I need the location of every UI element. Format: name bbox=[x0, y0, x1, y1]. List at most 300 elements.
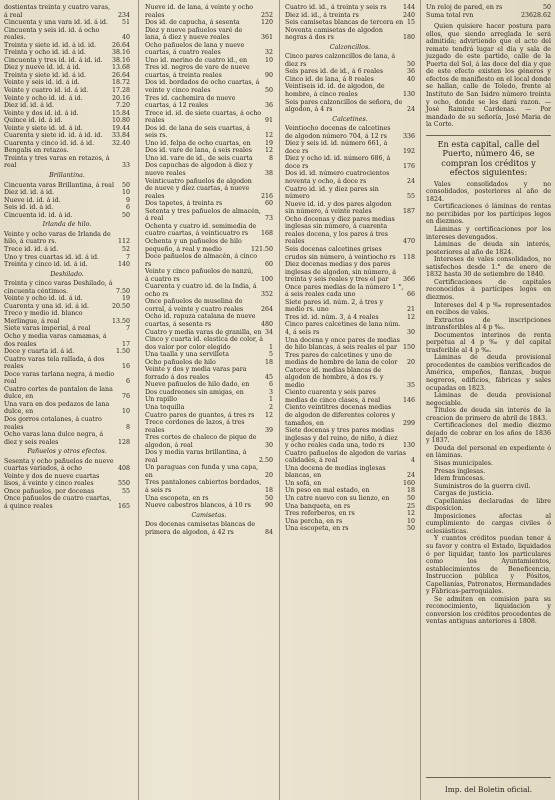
credit-item: Certificaciones ó láminas de rentas no percibidas por los partícipes legos en diezmos. bbox=[426, 203, 551, 226]
entry-description: Bengalis en retazos. bbox=[4, 147, 69, 155]
entry-description: Dos id. bordados de ocho cuartas, á veinte y cinco reales bbox=[145, 79, 260, 95]
credit-item: Y cuantos créditos puedan tener á su favor y contra el Estado, liquidados ó por liquidar, tanto los particulares como los Ayuntamientos, establecimientos de Beneficencia, Instruccion pública y Pósitos, Capellanías, Patronatos, Hermandades y Fábricas-parroquiales. bbox=[426, 535, 551, 596]
entry-price: 35 bbox=[406, 381, 415, 389]
entry-price: 240 bbox=[402, 11, 415, 19]
entry-description: Un paraguas con funda y una capa, en bbox=[145, 464, 259, 479]
entry-price: 7.20 bbox=[115, 102, 130, 110]
credit-list bbox=[426, 181, 551, 626]
inventory-entry bbox=[285, 465, 415, 480]
inventory-entry bbox=[4, 310, 130, 325]
entry-price: 40 bbox=[121, 34, 130, 42]
entry-price: 17 bbox=[121, 340, 130, 348]
inventory-entry bbox=[4, 333, 130, 348]
entry-price: 50 bbox=[264, 87, 273, 95]
entry-description: Cuarenta y una id. id. á id. bbox=[4, 302, 90, 310]
inventory-entry bbox=[4, 246, 130, 254]
credit-item: Capellanías declaradas de libre disposicion. bbox=[426, 497, 551, 513]
entry-price: 23628.62 bbox=[520, 11, 551, 19]
entry-price: 52 bbox=[121, 245, 130, 253]
entry-description: Ciento cuarenta y seis pares medias de cinco clases, á real bbox=[285, 389, 381, 404]
entry-description: Siete pares id. núm. 2, á tres y medio rs. uno bbox=[285, 298, 384, 314]
inventory-entry bbox=[285, 201, 415, 216]
entry-description: Veinte y seis id. id. á id. bbox=[4, 79, 80, 87]
inventory-entry bbox=[285, 321, 415, 336]
entry-price: 480 bbox=[260, 320, 273, 328]
entry-description: Treinta y ocho id. id. á id. bbox=[4, 49, 86, 57]
inventory-entry bbox=[145, 238, 273, 253]
entry-description: Tres pares de calcetines y uno de medias de hombre de lana de color bbox=[285, 351, 398, 367]
entry-price: 50 bbox=[264, 494, 273, 502]
inventory-entry bbox=[145, 110, 273, 125]
entry-price: 76 bbox=[121, 393, 130, 401]
entry-price: 2.50 bbox=[258, 456, 273, 464]
credit-item: Se admiten en comision para su reconocimiento, liquidacion y conversion los créditos procedentes de ventas antiguas anteriores á 1808. bbox=[426, 595, 551, 626]
auction-notice: Quien quisiere hacer postura para ellos, que siendo arreglada le será admitida; advirtiendo que el acto del remate tendrá lugar el dia y sala de juzgado de este partido, calle de la Puerta del Sol, á las doce del dia y que de este efecto existen los géneros y efectos de manifiesto en el local donde se hallan, calle de Toledo, frente al Instituto de San Isidro número treinta y ocho, donde se les dará razon. — José Ramirez Cardenas. — Por mandado de su señoría, José Maria de la Corte. bbox=[426, 23, 551, 129]
section-heading: Calzoncillos. bbox=[329, 43, 371, 51]
entry-description: Uno id. merino de cuatro id., en bbox=[145, 56, 248, 64]
totals-list bbox=[426, 4, 551, 19]
entry-description: Veinte y ocho varas de Irlanda de hilo, á cuatro rs. bbox=[4, 230, 111, 246]
entry-price: 12 bbox=[264, 411, 273, 419]
inventory-entry bbox=[145, 64, 273, 79]
entry-price: 13.68 bbox=[111, 64, 130, 72]
inventory-entry bbox=[145, 57, 273, 65]
inventory-entry bbox=[145, 42, 273, 57]
section-heading: Pañuelos y otros efectos. bbox=[27, 448, 107, 456]
entry-description: Tres id. negros de vare de nueve cuartas, á treinta reales bbox=[145, 64, 250, 79]
entry-price: 36 bbox=[264, 102, 273, 110]
entry-price: 192 bbox=[402, 147, 415, 155]
entry-price: 15 bbox=[406, 19, 415, 27]
inventory-entry bbox=[4, 155, 130, 170]
entry-description: Diez id. id. á id. bbox=[4, 102, 55, 110]
entry-price: 118 bbox=[402, 253, 415, 261]
entry-price: 36 bbox=[406, 68, 415, 76]
entry-description: Cinco y cuarta id. elastica de color, á dos valor por color elegido bbox=[145, 336, 263, 351]
inventory-entry bbox=[4, 147, 130, 155]
entry-price: 9 bbox=[125, 196, 130, 204]
inventory-entry bbox=[145, 412, 273, 420]
entry-description: Una vara en dos pedazos de lana dulce, en bbox=[4, 400, 110, 416]
credit-item: Intereses del 4 p ‰ representados en recibos de vales. bbox=[426, 301, 551, 317]
entry-price: 45 bbox=[264, 373, 273, 381]
inventory-entry bbox=[4, 140, 130, 148]
entry-description: Uno id. vare de id., de seis cuarta bbox=[145, 154, 253, 162]
inventory-entry bbox=[145, 298, 273, 313]
entry-price: 5 bbox=[268, 351, 273, 359]
entry-price: 18.72 bbox=[111, 79, 130, 87]
entry-price: 38 bbox=[264, 170, 273, 178]
credit-item: Sisas municipales. bbox=[434, 459, 493, 467]
entry-description: Treinta y siete id. id. á id. bbox=[4, 71, 86, 79]
entry-description: Veintiocho docenas de calcetines de algodon número 704, á 12 rs bbox=[285, 125, 391, 140]
inventory-entry bbox=[145, 336, 273, 351]
entry-description: Dos id. de capucha, á sesenta bbox=[145, 19, 240, 27]
inventory-entry bbox=[145, 396, 273, 404]
entry-description: Suma total rvn bbox=[426, 11, 474, 19]
inventory-entry bbox=[145, 268, 273, 283]
credit-item: Documentos interinos de renta perpétua al 4 p ‰ y del capital trasferible al 4 p ‰. bbox=[426, 331, 551, 354]
entry-price: 234 bbox=[117, 11, 130, 19]
entry-price: 21 bbox=[406, 306, 415, 314]
inventory-entry bbox=[4, 261, 130, 269]
entry-description: Dos id. id. número cuatrocientos noventa y ocho, á doce rs bbox=[285, 170, 390, 186]
entry-price: 50 bbox=[121, 211, 130, 219]
entry-description: Treinta y siete id. id. á id. id. bbox=[4, 41, 97, 49]
entry-price: 19.44 bbox=[111, 124, 130, 132]
entry-price: 12 bbox=[406, 313, 415, 321]
entry-description: Trece id. id. de siete cuartas, á ocho reales bbox=[145, 109, 262, 125]
entry-description: Once pañuelos de muselina de corral, á veinte y cuatro reales bbox=[145, 298, 244, 313]
inventory-entry bbox=[4, 42, 130, 50]
entry-price: 24 bbox=[406, 472, 415, 480]
entry-price: 252 bbox=[260, 11, 273, 19]
entry-description: Trece id. id. á id. bbox=[4, 245, 59, 253]
entry-description: Nueve cabestros blancos, á 10 rs bbox=[145, 502, 251, 510]
inventory-entry bbox=[145, 381, 273, 389]
entry-description: Dos docenas camisetas blancas de primera de algodon, á 42 rs bbox=[145, 521, 256, 536]
inventory-entry bbox=[145, 495, 273, 503]
credit-item: Certificaciones de capitales reconocidos á partícipes legos en diezmos. bbox=[426, 278, 551, 301]
credit-item: Láminas de deuda provisional procedentes de cambios verificados de América, empeños, fianzas, buque negreros, edificios, fábricas y sales ocupadas en 1823. bbox=[426, 354, 551, 392]
inventory-entry bbox=[145, 366, 273, 381]
entry-description: Veinte y ocho id. id. á id. bbox=[4, 295, 83, 303]
entry-description: Un catre nuevo con su lienzo, en bbox=[285, 495, 390, 502]
entry-price: 160 bbox=[402, 479, 415, 487]
inventory-entry bbox=[285, 99, 415, 114]
entry-price: 144 bbox=[402, 4, 415, 11]
column-rule bbox=[279, 0, 280, 800]
entry-price: 39 bbox=[264, 426, 273, 434]
entry-price: 32.40 bbox=[111, 139, 130, 147]
entry-price: 470 bbox=[402, 238, 415, 246]
entry-description: Once pares medias de la número 1 °, á seis reales cada uno bbox=[285, 283, 404, 299]
inventory-entry bbox=[4, 79, 130, 87]
entry-description: Cincuenta y una vara id. id. á id. bbox=[4, 19, 108, 27]
entry-price: 6 bbox=[125, 378, 130, 386]
entry-description: Cuatro varas tela rallada, á dos reales bbox=[4, 355, 105, 371]
entry-description: Seis id. id. á id. bbox=[4, 204, 54, 212]
entry-price: 38.16 bbox=[111, 56, 130, 64]
entry-price: 1 bbox=[268, 343, 273, 351]
entry-price: 165 bbox=[117, 503, 130, 510]
inventory-entry bbox=[145, 434, 273, 449]
entry-price: 336 bbox=[402, 132, 415, 140]
entry-description: Ciento veintitres docenas medias de algodon de diferentes colores y tamaños, en bbox=[285, 404, 396, 427]
entry-price: 120 bbox=[260, 19, 273, 27]
entry-description: Once pañuelos, por docenas bbox=[4, 487, 95, 495]
entry-price: 20 bbox=[264, 471, 273, 479]
inventory-entry bbox=[145, 27, 273, 42]
entry-price: 408 bbox=[117, 465, 130, 473]
inventory-entry bbox=[4, 348, 130, 356]
entry-description: Seis camisetas blancas de tercera en bbox=[285, 19, 404, 27]
inventory-entry bbox=[426, 4, 551, 12]
inventory-entry bbox=[145, 419, 273, 434]
inventory-entry bbox=[4, 495, 130, 510]
entry-price: 112 bbox=[117, 238, 130, 246]
entry-price: 24 bbox=[406, 178, 415, 186]
entry-description: Setenta y tres pañuelos de almacén, á real bbox=[145, 207, 261, 223]
inventory-entry bbox=[4, 132, 130, 140]
entry-description: Diez docenas medias y dos pares inglesas de algodon, sin número, á treinta y seis reales y tres el par bbox=[285, 261, 396, 284]
entry-price: 33 bbox=[121, 162, 130, 170]
entry-price: 13.50 bbox=[111, 317, 130, 325]
entry-description: Diez y seis id. id. número 661, á doce rs bbox=[285, 140, 388, 155]
entry-description: Cuarenta y cinco id. id. á id. bbox=[4, 139, 95, 147]
entry-description: Cuarenta y siete id. id. á id. id. bbox=[4, 132, 103, 140]
inventory-column-2 bbox=[145, 4, 273, 536]
inventory-entry bbox=[145, 162, 273, 177]
inventory-entry bbox=[145, 253, 273, 268]
entry-description: Nueve pañuelos de hilo dado, en bbox=[145, 381, 250, 389]
entry-description: Dos id. de lana de seis cuartas, á seis rs. bbox=[145, 124, 251, 140]
inventory-entry bbox=[285, 480, 415, 488]
entry-description: Siete varas imperial, á real bbox=[4, 325, 91, 333]
entry-description: Cuatro pares de guantes, á tres rs bbox=[145, 411, 255, 419]
entry-price: 50 bbox=[121, 181, 130, 189]
entry-description: Veintiseis id. id. de algodon, de hombre, á cinco reales bbox=[285, 83, 385, 99]
inventory-entry bbox=[4, 117, 130, 125]
entry-description: Diez id. id. á id. bbox=[4, 189, 55, 197]
inventory-entry bbox=[145, 208, 273, 223]
entry-description: Veinte y cuatro id. id. á id. bbox=[4, 87, 89, 95]
advertisement-column bbox=[426, 4, 551, 626]
entry-price: 25 bbox=[406, 502, 415, 510]
entry-description: Treinta y cinco id. id. á id. bbox=[4, 261, 88, 269]
entry-description: Treinta y cinco varas Deshilado, á cincuenta céntimos. bbox=[4, 280, 113, 295]
inventory-entry bbox=[285, 518, 415, 526]
inventory-entry bbox=[145, 200, 273, 208]
inventory-entry bbox=[4, 189, 130, 197]
entry-price: 12 bbox=[406, 510, 415, 518]
entry-price: 15.84 bbox=[111, 109, 130, 117]
inventory-entry bbox=[285, 495, 415, 503]
entry-description: Dos gorros cotalanes, á cuatro reales bbox=[4, 415, 102, 431]
inventory-entry bbox=[145, 521, 273, 536]
inventory-entry bbox=[285, 170, 415, 185]
inventory-entry bbox=[285, 352, 415, 367]
inventory-entry bbox=[285, 404, 415, 427]
advert-title: En esta capital, calle del Puerto, número 46, se compran los créditos y efectos siguientes: bbox=[437, 138, 540, 178]
entry-description: dostientas treinta y cuatro varas, á real bbox=[4, 4, 111, 19]
entry-description: Seis docenas calcetines grises crudos sin número, á veintiocho rs bbox=[285, 245, 396, 261]
inventory-entry bbox=[285, 140, 415, 155]
inventory-entry bbox=[4, 125, 130, 133]
entry-description: Doce y cuarta id. á id. bbox=[4, 348, 75, 356]
inventory-entry bbox=[4, 57, 130, 65]
inventory-entry bbox=[285, 503, 415, 511]
entry-description: Uno y tres cuartas id. id. á id. bbox=[4, 253, 99, 261]
entry-price: 20 bbox=[406, 359, 415, 367]
inventory-entry bbox=[4, 386, 130, 401]
entry-price: 50 bbox=[406, 60, 415, 68]
entry-description: Una percha, en rs bbox=[285, 517, 343, 525]
entry-description: Dos y media varas brillantina, á real bbox=[145, 449, 247, 464]
inventory-entry bbox=[285, 155, 415, 170]
entry-price: 10 bbox=[121, 408, 130, 416]
entry-description: Once pañuelos de cuatro cuartas, á quince reales bbox=[4, 495, 112, 510]
credit-item: Títulos de deuda sin interés de la creacion de primero de abril de 1843. bbox=[426, 407, 551, 422]
inventory-entry bbox=[4, 110, 130, 118]
entry-description: Veinte y siete id. id. á id. bbox=[4, 124, 83, 132]
credit-item: Vales consolidados y no consolidados, posteriores al año de 1824. bbox=[426, 180, 551, 203]
entry-price: 91 bbox=[264, 117, 273, 125]
inventory-entry bbox=[4, 212, 130, 220]
entry-description: Noventa camisetas de algodon negras á dos rs bbox=[285, 26, 383, 42]
entry-price: 18 bbox=[264, 358, 273, 366]
inventory-entry bbox=[285, 83, 415, 98]
entry-description: Veinte y ocho id. id. á id. bbox=[4, 94, 83, 102]
inventory-entry bbox=[4, 182, 130, 190]
inventory-entry bbox=[145, 4, 273, 19]
entry-price: 146 bbox=[402, 396, 415, 404]
entry-price: 1 bbox=[268, 396, 273, 404]
inventory-entry bbox=[145, 313, 273, 328]
footer-divider bbox=[426, 777, 551, 778]
entry-price: 4 bbox=[410, 457, 415, 465]
entry-description: Cinco pares calcetines de lana núm. 4, á seis rs bbox=[285, 321, 401, 336]
entry-description: Dos cuadreones sin amigas, en bbox=[145, 388, 244, 396]
entry-price: 19 bbox=[121, 295, 130, 303]
inventory-entry bbox=[145, 283, 273, 298]
entry-description: Veinte y dos y media varas para forrado á dos reales bbox=[145, 366, 247, 381]
inventory-entry bbox=[4, 431, 130, 446]
entry-description: Doce pañuelos de almacén, á cinco rs bbox=[145, 253, 257, 268]
entry-description: Cuatro id. id. y diez pares sin número bbox=[285, 185, 379, 201]
inventory-entry bbox=[285, 367, 415, 390]
entry-description: Cincuenta id. id. á id. bbox=[4, 211, 73, 219]
credit-item: Láminas y certificaciones por los intereses devengados. bbox=[426, 226, 551, 241]
entry-description: Ochenta y un pañuelos de hilo pequeño, á real y medio bbox=[145, 237, 242, 253]
inventory-entry bbox=[285, 246, 415, 261]
inventory-entry bbox=[145, 223, 273, 238]
entry-description: Dos capuchas de algodon á diez y nueve reales bbox=[145, 162, 253, 178]
inventory-entry bbox=[426, 12, 551, 20]
inventory-entry bbox=[145, 359, 273, 367]
entry-price: 8 bbox=[125, 423, 130, 431]
inventory-entry bbox=[145, 479, 273, 494]
entry-price: 1.50 bbox=[115, 348, 130, 356]
entry-price: 55 bbox=[406, 193, 415, 201]
entry-description: Ocho pañuelos de lana y nueve cuartas, á cuatro reales bbox=[145, 41, 245, 57]
inventory-entry bbox=[285, 427, 415, 450]
credit-item: Cargas de justicia. bbox=[434, 490, 494, 498]
entry-price: 6 bbox=[125, 204, 130, 212]
section-heading: Brillantina. bbox=[49, 172, 85, 180]
inventory-entry bbox=[4, 416, 130, 431]
inventory-entry bbox=[4, 87, 130, 95]
inventory-entry bbox=[4, 254, 130, 262]
entry-price: 168 bbox=[260, 230, 273, 238]
inventory-entry bbox=[285, 450, 415, 465]
inventory-entry bbox=[145, 19, 273, 27]
entry-description: Catorce id. medias blancas de algodon de hombre, á dos rs. y medio bbox=[285, 366, 384, 389]
entry-description: Veinte y dos id. id. á id. bbox=[4, 109, 79, 117]
entry-description: Una taalla y una servilleta bbox=[145, 351, 229, 359]
entry-price: 60 bbox=[264, 260, 273, 268]
entry-price: 38.16 bbox=[111, 49, 130, 57]
inventory-entry bbox=[285, 53, 415, 68]
inventory-entry bbox=[145, 389, 273, 397]
inventory-entry bbox=[4, 197, 130, 205]
inventory-entry bbox=[145, 178, 273, 201]
section-heading: Calcetines. bbox=[332, 115, 368, 123]
entry-price: 130 bbox=[402, 91, 415, 99]
entry-description: Cuatro pañuelos de algodon de varias calidades, á real bbox=[285, 449, 406, 465]
inventory-entry bbox=[145, 449, 273, 464]
inventory-entry bbox=[145, 95, 273, 110]
entry-description: Dos id. vare de lana, á seis reales bbox=[145, 147, 252, 155]
inventory-entry bbox=[285, 525, 415, 533]
entry-price: 26.64 bbox=[111, 41, 130, 49]
credit-item: Láminas de deuda provisional negociable. bbox=[426, 392, 551, 407]
entry-price: 8 bbox=[268, 154, 273, 162]
entry-description: Cincuenta y tres id. id. á id. id. bbox=[4, 56, 103, 64]
entry-description: Diez y ocho id. id. número 686, á doce rs bbox=[285, 155, 391, 170]
credit-item: Deuda del personal en expediente ó en láminas. bbox=[426, 444, 551, 460]
entry-price: 176 bbox=[402, 162, 415, 170]
entry-price: 6 bbox=[268, 381, 273, 389]
entry-description: Treinta y tres varas en retazos, á real bbox=[4, 154, 110, 170]
inventory-entry bbox=[285, 337, 415, 352]
inventory-entry bbox=[285, 299, 415, 314]
inventory-entry bbox=[285, 27, 415, 42]
inventory-entry bbox=[4, 280, 130, 295]
entry-description: Ocho pañuelos de hilo bbox=[145, 358, 216, 366]
entry-price: 128 bbox=[117, 438, 130, 446]
inventory-entry bbox=[4, 356, 130, 371]
entry-price: 299 bbox=[402, 419, 415, 427]
inventory-entry bbox=[4, 371, 130, 386]
entry-price: 12 bbox=[264, 132, 273, 140]
entry-description: Cinco id. de lana, á 8 reales bbox=[285, 75, 374, 83]
inventory-entry bbox=[145, 140, 273, 148]
entry-description: Uno id. felpa de ocho cuartas, en bbox=[145, 139, 251, 147]
inventory-entry bbox=[4, 473, 130, 488]
entry-price: 7 bbox=[125, 325, 130, 333]
entry-price: 66 bbox=[406, 291, 415, 299]
inventory-entry bbox=[145, 125, 273, 140]
credit-item: Extractos de inscripciones intransferibles al 4 p ‰. bbox=[426, 316, 551, 332]
credit-item: Presas inglesas. bbox=[434, 467, 486, 475]
inventory-entry bbox=[4, 19, 130, 27]
entry-description: Diez id. id., á treinta rs bbox=[285, 11, 359, 19]
entry-price: 90 bbox=[264, 71, 273, 79]
entry-price: 10 bbox=[264, 56, 273, 64]
entry-price: 550 bbox=[117, 480, 130, 488]
entry-price: 20.16 bbox=[111, 94, 130, 102]
entry-price: 24 bbox=[406, 106, 415, 114]
entry-description: Diez y nueve pañuelos varé de lana, á diez y nueve reales bbox=[145, 26, 243, 42]
inventory-column-1 bbox=[4, 4, 130, 511]
entry-description: Doce varas tarlana negra, á medio real bbox=[4, 370, 115, 386]
inventory-entry bbox=[4, 204, 130, 212]
entry-price: 361 bbox=[260, 34, 273, 42]
inventory-entry bbox=[4, 4, 130, 19]
entry-description: Sesenta y ocho pañuelos de nueve cuartas variados, á ocho bbox=[4, 457, 114, 473]
column-rule bbox=[420, 0, 421, 800]
entry-description: Trece cordones de lazos, á tres reales bbox=[145, 419, 245, 434]
entry-description: Una escopeta, en rs bbox=[285, 525, 349, 533]
credit-item: Certificaciones del medio diezmo dejado de cobrar en los años de 1836 y 1837. bbox=[426, 422, 551, 445]
entry-price: 10 bbox=[121, 189, 130, 197]
inventory-entry bbox=[285, 487, 415, 495]
inventory-entry bbox=[145, 404, 273, 412]
entry-description: Treco y medio id. blanco Merlingue, á real bbox=[4, 310, 83, 325]
entry-price: 140 bbox=[117, 261, 130, 269]
entry-description: Cinco pares calzoncillos de lana, á diez rs bbox=[285, 53, 396, 68]
